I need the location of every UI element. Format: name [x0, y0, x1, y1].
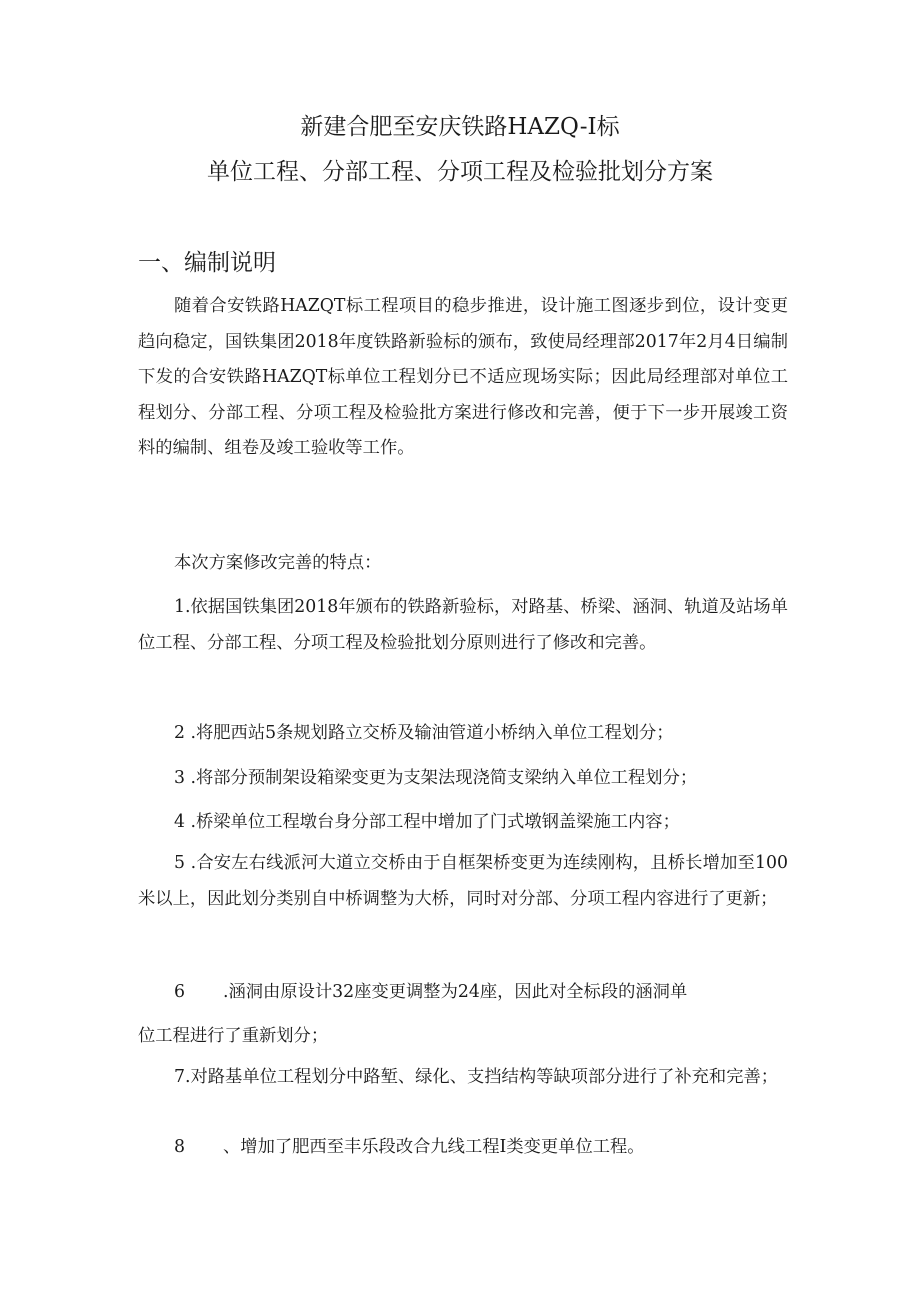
feature-item-7: 7.对路基单位工程划分中路堑、绿化、支挡结构等缺项部分进行了补充和完善； [174, 1067, 779, 1087]
feature-item-1: 1.依据国铁集团2018年颁布的铁路新验标，对路基、桥梁、涵洞、轨道及站场单位工程、分部工程、分项工程及检验批划分原则进行了修改和完善。 [138, 597, 788, 653]
section-heading: 一、编制说明 [138, 250, 276, 276]
feature-item-6-text: .涵洞由原设计32座变更调整为24座，因此对全标段的涵洞单 [223, 982, 688, 1002]
feature-item-6-line2: 位工程进行了重新划分； [138, 1026, 329, 1046]
feature-item-8-number: 8 [174, 1137, 185, 1157]
document-title-line1: 新建合肥至安庆铁路HAZQ-I标 [300, 114, 620, 140]
feature-item-3: 3 .将部分预制架设箱梁变更为支架法现浇简支梁纳入单位工程划分； [174, 768, 698, 788]
feature-item-5: 5 .合安左右线派河大道立交桥由于自框架桥变更为连续刚构，且桥长增加至100米以上，因此划分类别自中桥调整为大桥，同时对分部、分项工程内容进行了更新； [138, 853, 788, 909]
feature-item-6-number: 6 [174, 982, 185, 1002]
intro-paragraph: 随着合安铁路HAZQT标工程项目的稳步推进，设计施工图逐步到位，设计变更趋向稳定，国铁集团2018年度铁路新验标的颁布，致使局经理部2017年2月4日编制下发的合安铁路HAZQT标单位工程划分已不适应现场实际；因此局经理部对单位工程划分、分部工程、分项工程及检验批方案进行修改和完善，便于下一步开展竣工资料的编制、组卷及竣工验收等工作。 [138, 296, 788, 458]
document-title-line2: 单位工程、分部工程、分项工程及检验批划分方案 [207, 159, 713, 185]
feature-item-8-text: 、增加了肥西至丰乐段改合九线工程I类变更单位工程。 [223, 1137, 645, 1157]
feature-item-8 [138, 1133, 788, 1161]
features-intro: 本次方案修改完善的特点： [174, 553, 382, 573]
feature-item-2: 2 .将肥西站5条规划路立交桥及输油管道小桥纳入单位工程划分； [174, 723, 674, 743]
feature-item-6-line1 [138, 978, 788, 1006]
feature-item-4: 4 .桥梁单位工程墩台身分部工程中增加了门式墩钢盖梁施工内容； [174, 812, 680, 832]
